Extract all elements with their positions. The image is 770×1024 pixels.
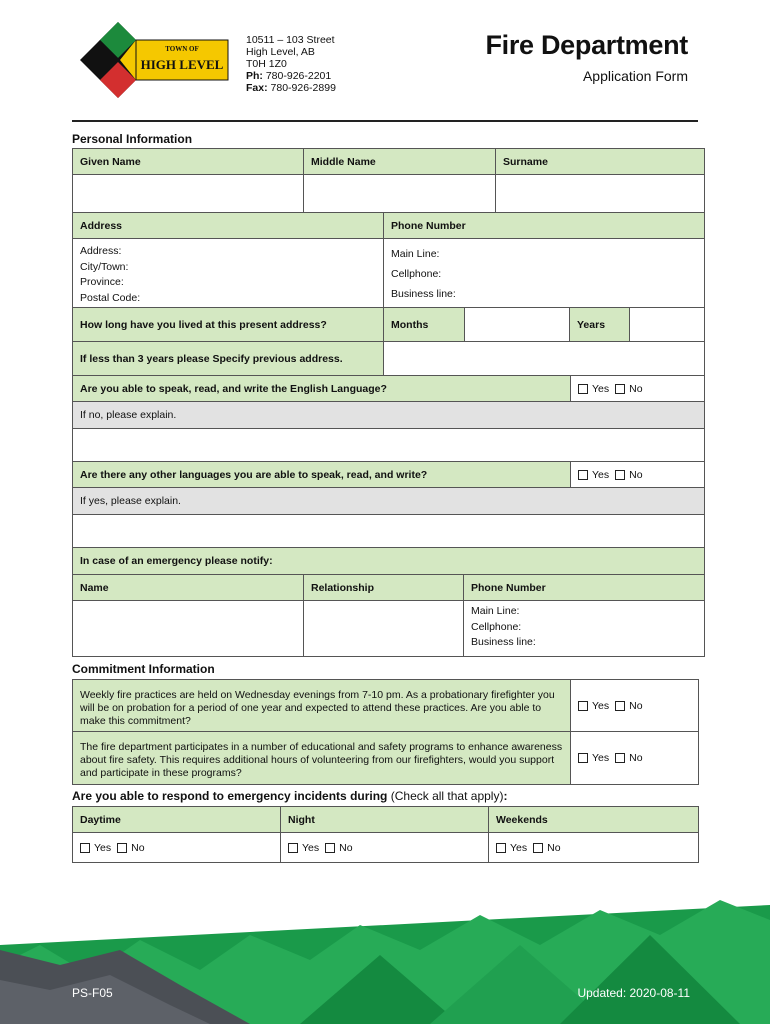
months-field[interactable] xyxy=(464,307,570,342)
other-languages-yes-checkbox[interactable] xyxy=(578,470,588,480)
months-label: Months xyxy=(383,307,465,342)
commitment-1-yes-no: Yes No xyxy=(570,679,699,732)
phone-number-header: Phone Number xyxy=(383,212,705,239)
given-name-field[interactable] xyxy=(72,174,304,213)
form-code: PS-F05 xyxy=(72,986,113,1000)
english-yes-checkbox[interactable] xyxy=(578,384,588,394)
night-header: Night xyxy=(280,806,489,833)
commitment-question-2: The fire department participates in a number of educational and safety programs to enhance awareness about fire safety. This requires additional hours of volunteering from our firefighters, would you support and participate in these programs? xyxy=(72,731,571,785)
page-subtitle: Application Form xyxy=(582,68,688,84)
emergency-relationship-field[interactable] xyxy=(303,600,464,657)
weekends-no-checkbox[interactable] xyxy=(533,843,543,853)
emergency-relationship-header: Relationship xyxy=(303,574,464,601)
address-header: Address xyxy=(72,212,384,239)
years-field[interactable] xyxy=(629,307,705,342)
emergency-name-header: Name xyxy=(72,574,304,601)
emergency-phone-field[interactable]: Main Line: Cellphone: Business line: xyxy=(463,600,705,657)
daytime-yes-no: Yes No xyxy=(72,832,281,863)
english-no-checkbox[interactable] xyxy=(615,384,625,394)
years-label: Years xyxy=(569,307,630,342)
if-yes-explain-field[interactable] xyxy=(72,514,705,548)
address-field[interactable]: Address: City/Town: Province: Postal Code: xyxy=(72,238,384,308)
footer-decoration xyxy=(0,895,770,1024)
middle-name-header: Middle Name xyxy=(303,148,496,175)
night-yes-no: Yes No xyxy=(280,832,489,863)
weekends-yes-no: Yes No xyxy=(488,832,699,863)
updated-date: Updated: 2020-08-11 xyxy=(577,986,690,1000)
other-languages-no-checkbox[interactable] xyxy=(615,470,625,480)
page-title: Fire Department xyxy=(485,30,688,60)
town-logo xyxy=(80,22,230,98)
emergency-name-field[interactable] xyxy=(72,600,304,657)
if-no-explain-field[interactable] xyxy=(72,428,705,462)
weekends-header: Weekends xyxy=(488,806,699,833)
night-no-checkbox[interactable] xyxy=(325,843,335,853)
english-question: Are you able to speak, read, and write the English Language? xyxy=(72,375,571,402)
emergency-phone-header: Phone Number xyxy=(463,574,705,601)
emergency-contact-label: In case of an emergency please notify: xyxy=(72,547,705,575)
surname-field[interactable] xyxy=(495,174,705,213)
weekends-yes-checkbox[interactable] xyxy=(496,843,506,853)
daytime-yes-checkbox[interactable] xyxy=(80,843,90,853)
daytime-header: Daytime xyxy=(72,806,281,833)
daytime-no-checkbox[interactable] xyxy=(117,843,127,853)
commitment-2-yes-checkbox[interactable] xyxy=(578,753,588,763)
if-no-explain-label: If no, please explain. xyxy=(72,401,705,429)
phone-number-field[interactable]: Main Line: Cellphone: Business line: xyxy=(383,238,705,308)
section-personal-info: Personal Information xyxy=(72,132,193,146)
previous-address-field[interactable] xyxy=(383,341,705,376)
commitment-1-no-checkbox[interactable] xyxy=(615,701,625,711)
english-yes-no: Yes No xyxy=(570,375,705,402)
section-commitment-info: Commitment Information xyxy=(72,662,215,676)
commitment-2-no-checkbox[interactable] xyxy=(615,753,625,763)
logo-text-main: HIGH LEVEL xyxy=(140,57,224,72)
how-long-label: How long have you lived at this present address? xyxy=(72,307,384,342)
commitment-1-yes-checkbox[interactable] xyxy=(578,701,588,711)
middle-name-field[interactable] xyxy=(303,174,496,213)
other-languages-yes-no: Yes No xyxy=(570,461,705,488)
header-divider xyxy=(72,120,698,122)
other-languages-question: Are there any other languages you are able to speak, read, and write? xyxy=(72,461,571,488)
if-yes-explain-label: If yes, please explain. xyxy=(72,487,705,515)
address-block: 10511 – 103 Street High Level, AB T0H 1Z0 Ph: 780-926-2201 Fax: 780-926-2899 xyxy=(246,34,336,94)
commitment-2-yes-no: Yes No xyxy=(570,731,699,785)
previous-address-label: If less than 3 years please Specify previous address. xyxy=(72,341,384,376)
logo-text-top: TOWN OF xyxy=(165,45,199,53)
respond-title: Are you able to respond to emergency incidents during (Check all that apply): xyxy=(72,789,508,803)
given-name-header: Given Name xyxy=(72,148,304,175)
commitment-question-1: Weekly fire practices are held on Wednesday evenings from 7-10 pm. As a probationary firefighter you will be on probation for a period of one year and expected to attend these practices. Are you able to make this commitment? xyxy=(72,679,571,732)
night-yes-checkbox[interactable] xyxy=(288,843,298,853)
surname-header: Surname xyxy=(495,148,705,175)
